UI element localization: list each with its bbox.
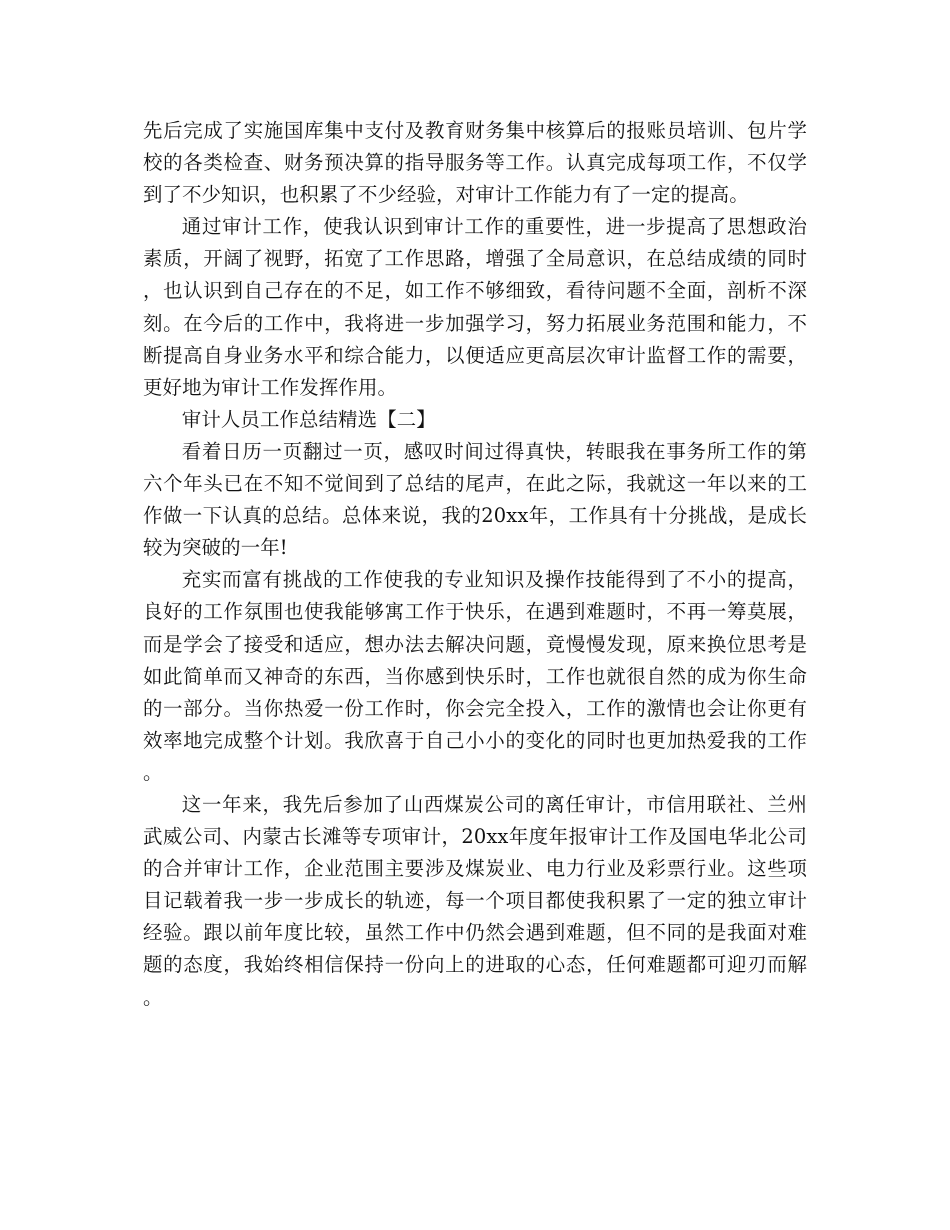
- paragraph-3: 看着日历一页翻过一页，感叹时间过得真快，转眼我在事务所工作的第六个年头已在不知不觉间到了总结的尾声，在此之际，我就这一年以来的工作做一下认真的总结。总体来说，我的20xx年，工作具有十分挑战，是成长较为突破的一年!: [143, 439, 807, 560]
- paragraph-1: 先后完成了实施国库集中支付及教育财务集中核算后的报账员培训、包片学校的各类检查、财务预决算的指导服务等工作。认真完成每项工作，不仅学到了不少知识，也积累了不少经验，对审计工作能力有了一定的提高。: [143, 119, 807, 207]
- paragraph-4: 充实而富有挑战的工作使我的专业知识及操作技能得到了不小的提高，良好的工作氛围也使我能够寓工作于快乐，在遇到难题时，不再一筹莫展，而是学会了接受和适应，想办法去解决问题，竟慢慢发现，原来换位思考是如此简单而又神奇的东西，当你感到快乐时，工作也就很自然的成为你生命的一部分。当你热爱一份工作时，你会完全投入，工作的激情也会让你更有效率地完成整个计划。我欣喜于自己小小的变化的同时也更加热爱我的工作。: [143, 568, 807, 784]
- section-heading: 审计人员工作总结精选【二】: [181, 407, 436, 431]
- paragraph-5: 这一年来，我先后参加了山西煤炭公司的离任审计，市信用联社、兰州武威公司、内蒙古长滩等专项审计，20xx年度年报审计工作及国电华北公司的合并审计工作，企业范围主要涉及煤炭业、电力行业及彩票行业。这些项目记载着我一步一步成长的轨迹，每一个项目都使我积累了一定的独立审计经验。跟以前年度比较，虽然工作中仍然会遇到难题，但不同的是我面对难题的态度，我始终相信保持一份向上的进取的心态，任何难题都可迎刃而解。: [143, 792, 807, 1009]
- document-body: [143, 115, 807, 1014]
- paragraph-2: 通过审计工作，使我认识到审计工作的重要性，进一步提高了思想政治素质，开阔了视野，拓宽了工作思路，增强了全局意识，在总结成绩的同时，也认识到自己存在的不足，如工作不够细致，看待问题不全面，剖析不深刻。在今后的工作中，我将进一步加强学习，努力拓展业务范围和能力，不断提高自身业务水平和综合能力，以便适应更高层次审计监督工作的需要，更好地为审计工作发挥作用。: [143, 215, 807, 399]
